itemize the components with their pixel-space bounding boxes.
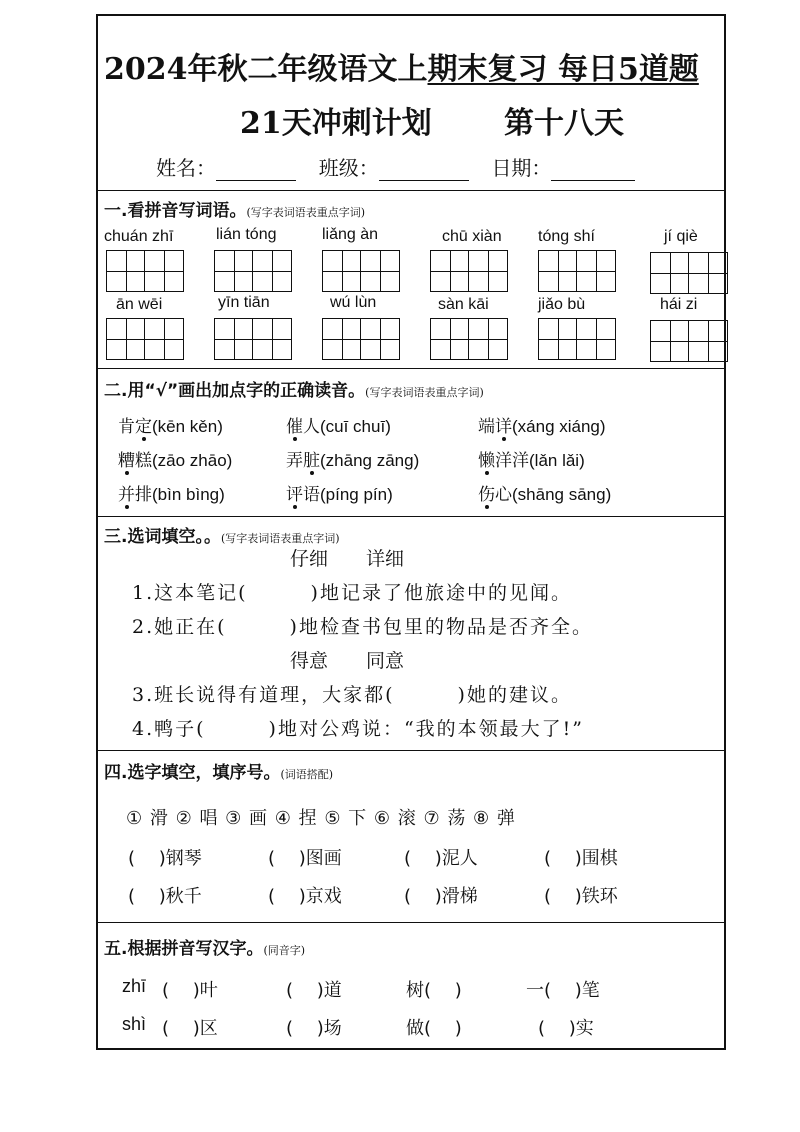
q3-word-group-1: 仔细 详细 [290,548,405,570]
q2-item-8: 评语(píng pín) [286,485,393,504]
q5-title: 五.根据拼音写汉字。 [104,939,264,959]
q4-item-1: ( )钢琴 [128,848,202,869]
q2-item-5: 弄脏(zhāng zāng) [286,451,420,470]
q4-note: (词语搭配) [280,768,334,781]
q2-item-9: 伤心(shāng sāng) [478,485,612,504]
q1-title: 一.看拼音写词语。 [104,201,247,221]
q3-sentence-4: 4.鸭子( )地对公鸡说：“我的本领最大了!” [132,718,585,740]
q5-note: (同音字) [263,944,306,957]
q1-boxes-1[interactable] [106,250,184,292]
q5-heading [104,934,305,959]
q1-boxes-3[interactable] [322,250,400,292]
q2-title: 二.用“√”画出加点字的正确读音。 [104,381,366,401]
q2-item-4: 糟糕(zāo zhāo) [118,451,233,470]
q4-heading [104,758,333,783]
q1-pinyin-12: hái zi [660,296,698,313]
title-part-daily: 每日5道题 [547,52,699,87]
date-label: 日期： [491,156,552,180]
q1-boxes-4[interactable] [430,250,508,292]
name-field[interactable] [216,180,296,181]
class-field[interactable] [379,180,469,181]
q1-pinyin-8: yīn tiān [218,294,270,311]
q1-boxes-10[interactable] [430,318,508,360]
date-field[interactable] [551,180,635,181]
q3-word-group-2: 得意 同意 [290,650,405,672]
q3-sentence-2: 2.她正在( )地检查书包里的物品是否齐全。 [132,616,593,638]
q5-item-7: 做( ) [406,1018,462,1039]
q5-pinyin-shi: shì [122,1014,147,1034]
q1-pinyin-3: liǎng àn [322,226,379,243]
q1-pinyin-6: jí qiè [664,228,698,245]
q2-item-2: 催人(cuī chuī) [286,417,391,436]
q5-pinyin-zhi: zhī [122,976,147,996]
day-title: 第十八天 [504,106,624,141]
divider-5 [96,922,726,923]
q3-title: 三.选词填空。。 [104,527,221,547]
q2-item-6: 懒洋洋(lǎn lǎi) [478,451,585,470]
info-line [156,152,635,181]
q3-note: (写字表词语表重点字词) [220,532,340,545]
plan-title: 21天冲刺计划 [240,106,432,141]
q2-note: (写字表词语表重点字词) [365,386,484,399]
q4-item-2: ( )图画 [268,848,342,869]
q4-item-3: ( )泥人 [404,848,478,869]
class-label: 班级： [318,156,379,180]
q4-item-5: ( )秋千 [128,886,202,907]
q5-item-1: ( )叶 [162,980,218,1001]
q2-item-1: 肯定(kēn kěn) [118,417,223,436]
q1-boxes-7[interactable] [106,318,184,360]
q1-pinyin-11: jiǎo bù [538,296,586,313]
q1-boxes-11[interactable] [538,318,616,360]
q5-item-8: ( )实 [538,1018,594,1039]
q2-item-3: 端详(xáng xiáng) [478,417,606,436]
q1-pinyin-2: lián tóng [216,226,277,243]
q1-boxes-2[interactable] [214,250,292,292]
q1-boxes-8[interactable] [214,318,292,360]
name-label: 姓名： [156,156,216,180]
q1-boxes-9[interactable] [322,318,400,360]
q1-pinyin-9: wú lùn [330,294,377,311]
q1-pinyin-1: chuán zhī [104,228,174,245]
worksheet [96,14,726,1050]
q1-note: (写字表词语表重点字词) [246,206,366,219]
q1-boxes-12[interactable] [650,320,728,362]
divider-1 [96,190,726,191]
q5-item-6: ( )场 [286,1018,342,1039]
q4-item-7: ( )滑梯 [404,886,478,907]
divider-4 [96,750,726,751]
q4-item-4: ( )围棋 [544,848,618,869]
q3-sentence-1: 1.这本笔记( )地记录了他旅途中的见闻。 [132,582,572,604]
q5-item-2: ( )道 [286,980,342,1001]
q1-pinyin-10: sàn kāi [438,296,489,313]
q4-options: ① 滑 ② 唱 ③ 画 ④ 捏 ⑤ 下 ⑥ 滚 ⑦ 荡 ⑧ 弹 [126,808,516,829]
title-part-grade: 2024年秋二年级语文上 [104,52,428,87]
worksheet-title [104,44,699,88]
q5-item-3: 树( ) [406,980,462,1001]
q1-boxes-6[interactable] [650,252,728,294]
q1-boxes-5[interactable] [538,250,616,292]
q1-pinyin-4: chū xiàn [442,228,502,245]
q2-item-7: 并排(bìn bìng) [118,485,225,504]
q1-heading [104,196,365,221]
q1-pinyin-7: ān wēi [116,296,163,313]
divider-3 [96,516,726,517]
q5-item-5: ( )区 [162,1018,218,1039]
q3-sentence-3: 3.班长说得有道理，大家都( )她的建议。 [132,684,572,706]
q1-pinyin-5: tóng shí [538,228,595,245]
q4-item-6: ( )京戏 [268,886,342,907]
q4-item-8: ( )铁环 [544,886,618,907]
divider-2 [96,368,726,369]
q5-item-4: 一( )笔 [526,980,600,1001]
q2-heading [104,376,484,401]
title-part-review: 期末复习 [427,52,548,87]
q4-title: 四.选字填空，填序号。 [104,763,281,783]
